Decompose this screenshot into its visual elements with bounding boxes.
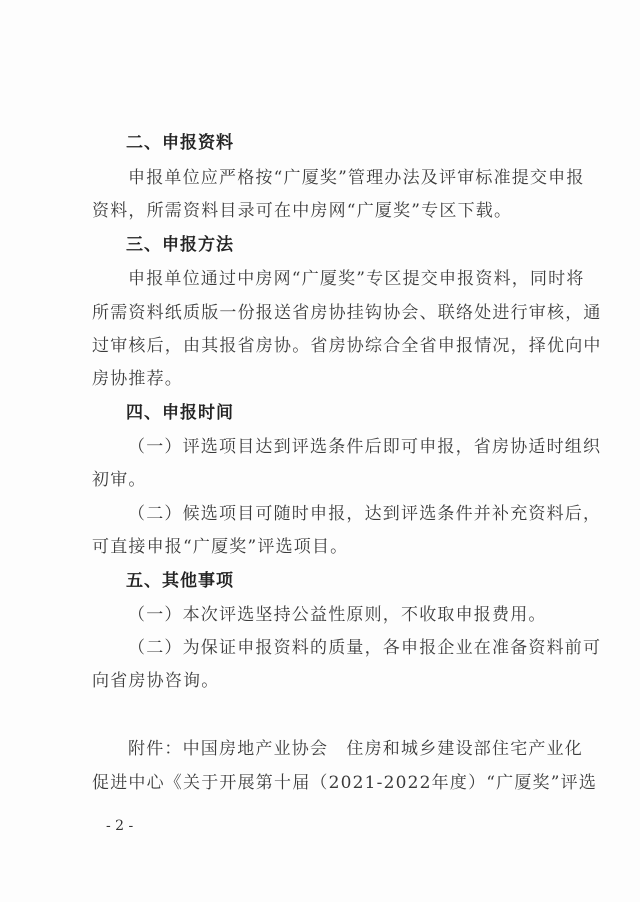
paragraph-line: 初审。 xyxy=(92,470,147,490)
paragraph-line: （一）评选项目达到评选条件后即可申报，省房协适时组织 xyxy=(128,437,602,457)
page-number: - 2 - xyxy=(106,818,134,834)
paragraph-line: （二）候选项目可随时申报，达到评选条件并补充资料后， xyxy=(128,504,602,524)
paragraph-line: 过审核后，由其报省房协。省房协综合全省申报情况，择优向中 xyxy=(92,336,602,356)
section-heading-application-method: 三、申报方法 xyxy=(126,235,234,255)
paragraph-line: （二）为保证申报资料的质量，各申报企业在准备资料前可 xyxy=(128,638,602,658)
paragraph-line: 所需资料纸质版一份报送省房协挂钩协会、联络处进行审核，通 xyxy=(92,303,602,323)
paragraph-line: 申报单位通过中房网“广厦奖”专区提交申报资料，同时将 xyxy=(128,269,585,289)
section-heading-application-materials: 二、申报资料 xyxy=(126,133,234,153)
attachment-line: 附件：中国房地产业协会 住房和城乡建设部住宅产业化 xyxy=(128,739,583,759)
paragraph-line: （一）本次评选坚持公益性原则，不收取申报费用。 xyxy=(128,605,547,625)
paragraph-line: 向省房协咨询。 xyxy=(92,671,220,691)
paragraph-line: 资料，所需资料目录可在中房网“广厦奖”专区下载。 xyxy=(92,201,513,221)
section-heading-other-matters: 五、其他事项 xyxy=(126,571,234,591)
paragraph-line: 申报单位应严格按“广厦奖”管理办法及评审标准提交申报 xyxy=(128,168,585,188)
paragraph-line: 可直接申报“广厦奖”评选项目。 xyxy=(92,537,349,557)
section-heading-application-time: 四、申报时间 xyxy=(126,403,234,423)
paragraph-line: 房协推荐。 xyxy=(92,369,183,389)
attachment-line: 促进中心《关于开展第十届（2021-2022年度）“广厦奖”评选 xyxy=(92,773,598,793)
